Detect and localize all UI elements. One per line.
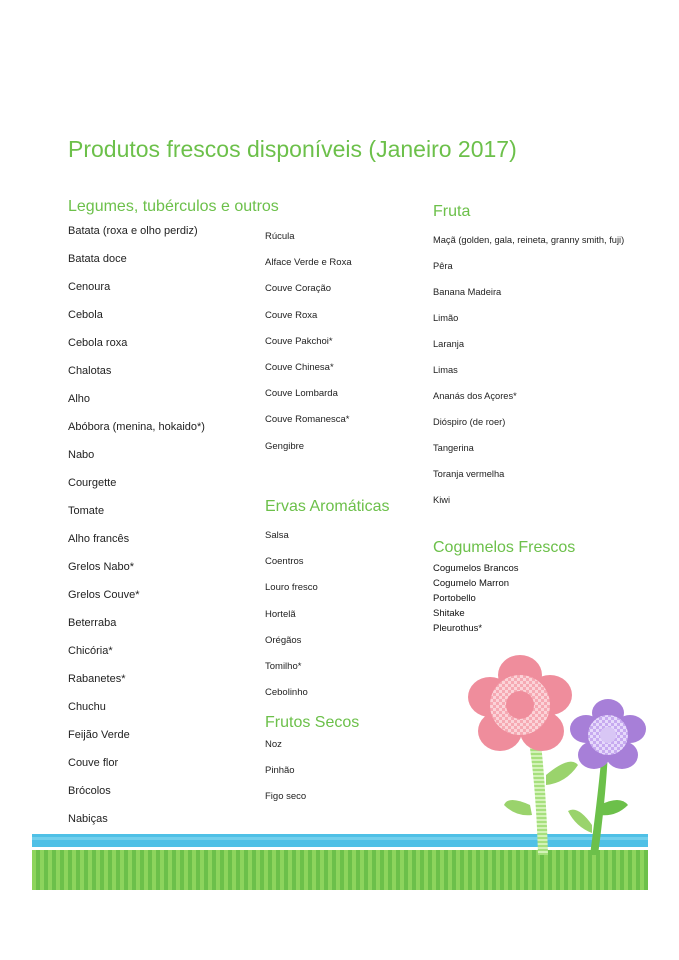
list-item: Cebola <box>68 309 103 321</box>
list-item: Courgette <box>68 477 117 489</box>
list-item: Batata doce <box>68 253 127 265</box>
legumes-list-2 <box>265 230 352 466</box>
list-item: Brócolos <box>68 785 111 797</box>
list-item: Noz <box>265 739 282 750</box>
list-item: Maçã (golden, gala, reineta, granny smith, fuji) <box>433 235 625 245</box>
list-item: Couve Chinesa* <box>265 361 334 373</box>
list-item: Gengibre <box>265 440 305 452</box>
list-item: Alho francês <box>68 533 130 545</box>
list-item: Couve Lombarda <box>265 388 338 400</box>
legumes-heading: Legumes, tubérculos e outros <box>68 198 279 215</box>
cogumelos-heading: Cogumelos Frescos <box>433 539 576 556</box>
list-item: Shitake <box>433 608 465 619</box>
list-item: Alface Verde e Roxa <box>265 257 352 269</box>
list-item: Tomilho* <box>265 660 302 672</box>
list-item: Cebolinho <box>265 687 308 699</box>
list-item: Chuchu <box>68 701 106 713</box>
list-item: Nabo <box>68 449 95 461</box>
list-item: Nabiças <box>68 813 108 825</box>
list-item: Chicória* <box>68 645 113 657</box>
fruta-list <box>433 234 623 520</box>
list-item: Portobello <box>433 593 476 604</box>
list-item: Pinhão <box>265 765 295 777</box>
list-item: Beterraba <box>68 617 117 629</box>
list-item: Rúcula <box>265 231 295 242</box>
list-item: Couve Romanesca* <box>265 414 350 426</box>
frutos-secos-heading: Frutos Secos <box>265 714 360 731</box>
page-title: Produtos frescos disponíveis (Janeiro 2017) <box>68 136 517 162</box>
list-item: Cogumelo Marron <box>433 578 510 589</box>
list-item: Couve flor <box>68 757 119 769</box>
list-item: Limas <box>433 365 458 375</box>
list-item: Cogumelos Brancos <box>433 563 519 574</box>
list-item: Couve Roxa <box>265 309 318 321</box>
list-item: Ananás dos Açores* <box>433 391 517 401</box>
ervas-heading: Ervas Aromáticas <box>265 498 390 515</box>
list-item: Tangerina <box>433 443 474 453</box>
list-item: Kiwi <box>433 495 451 505</box>
list-item: Dióspiro (de roer) <box>433 417 506 427</box>
list-item: Feijão Verde <box>68 729 130 741</box>
list-item: Couve Coração <box>265 283 332 295</box>
list-item: Limão <box>433 313 459 323</box>
fruta-heading: Fruta <box>433 203 471 220</box>
list-item: Figo seco <box>265 791 307 803</box>
list-item: Cenoura <box>68 281 111 293</box>
list-item: Pêra <box>433 261 453 271</box>
cogumelos-list <box>433 563 519 638</box>
list-item: Abóbora (menina, hokaido*) <box>68 421 205 433</box>
list-item: Toranja vermelha <box>433 469 505 479</box>
list-item: Coentros <box>265 556 304 568</box>
list-item: Alho <box>68 393 91 405</box>
list-item: Orégãos <box>265 634 302 646</box>
list-item: Grelos Couve* <box>68 589 140 601</box>
list-item: Hortelã <box>265 608 296 620</box>
list-item: Chalotas <box>68 365 112 377</box>
list-item: Salsa <box>265 530 289 541</box>
list-item: Batata (roxa e olho perdiz) <box>68 225 198 237</box>
ervas-list <box>265 529 318 712</box>
list-item: Louro fresco <box>265 582 318 594</box>
list-item: Cebola roxa <box>68 337 128 349</box>
list-item: Laranja <box>433 339 465 349</box>
frutos-secos-list <box>265 738 306 817</box>
legumes-list-1 <box>68 224 205 840</box>
list-item: Rabanetes* <box>68 673 126 685</box>
list-item: Banana Madeira <box>433 287 502 297</box>
list-item: Couve Pakchoi* <box>265 335 333 347</box>
flowers-illustration <box>460 655 660 860</box>
list-item: Pleurothus* <box>433 623 483 634</box>
list-item: Grelos Nabo* <box>68 561 135 573</box>
list-item: Tomate <box>68 505 105 517</box>
